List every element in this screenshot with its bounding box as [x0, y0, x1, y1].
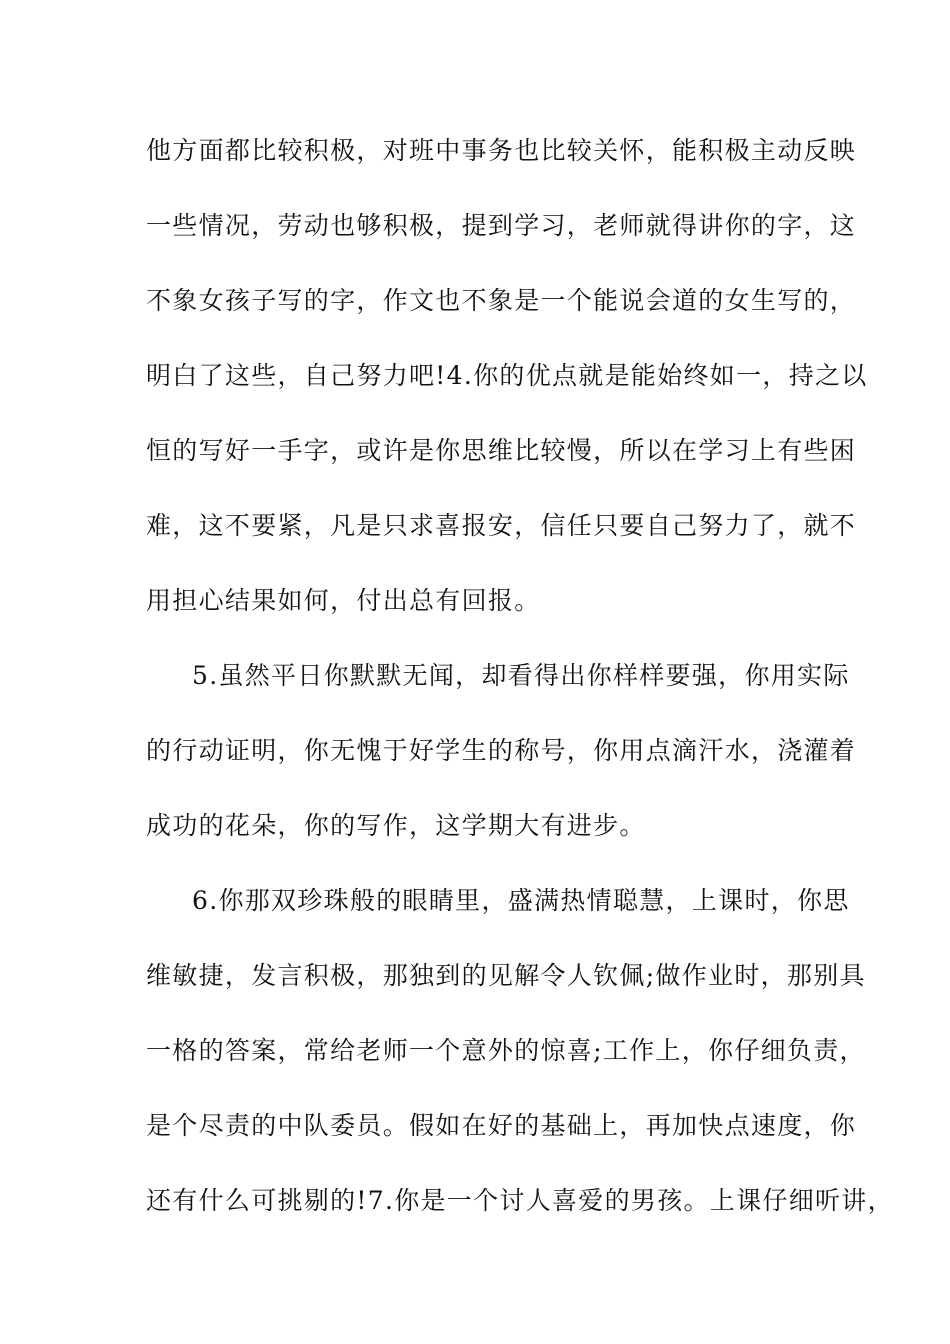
text-line: 是个尽责的中队委员。假如在好的基础上，再加快点速度，你 [146, 1111, 857, 1140]
text-line: 恒的写好一手字，或许是你思维比较慢，所以在学习上有些困 [146, 436, 857, 465]
text-line: 还有什么可挑剔的!7.你是一个讨人喜爱的男孩。上课仔细听讲， [146, 1186, 894, 1215]
text-line: 维敏捷，发言积极，那独到的见解令人钦佩;做作业时，那别具 [146, 961, 866, 990]
text-line: 他方面都比较积极，对班中事务也比较关怀，能积极主动反映 [146, 136, 857, 165]
text-line: 难，这不要紧，凡是只求喜报安，信任只要自己努力了，就不 [146, 511, 857, 540]
text-line: 一些情况，劳动也够积极，提到学习，老师就得讲你的字，这 [146, 211, 857, 240]
text-line: 成功的花朵，你的写作，这学期大有进步。 [146, 811, 646, 840]
text-line: 用担心结果如何，付出总有回报。 [146, 586, 541, 615]
text-line: 明白了这些，自己努力吧!4.你的优点就是能始终如一，持之以 [146, 361, 868, 390]
paragraph-6-first-line: 6.你那双珍珠般的眼睛里，盛满热情聪慧，上课时，你思 [192, 886, 850, 915]
text-line: 一格的答案，常给老师一个意外的惊喜;工作上，你仔细负责， [146, 1036, 866, 1065]
text-line: 不象女孩子写的字，作文也不象是一个能说会道的女生写的， [146, 286, 857, 315]
paragraph-5-first-line: 5.虽然平日你默默无闻，却看得出你样样要强，你用实际 [192, 661, 850, 690]
text-line: 的行动证明，你无愧于好学生的称号，你用点滴汗水，浇灌着 [146, 736, 857, 765]
